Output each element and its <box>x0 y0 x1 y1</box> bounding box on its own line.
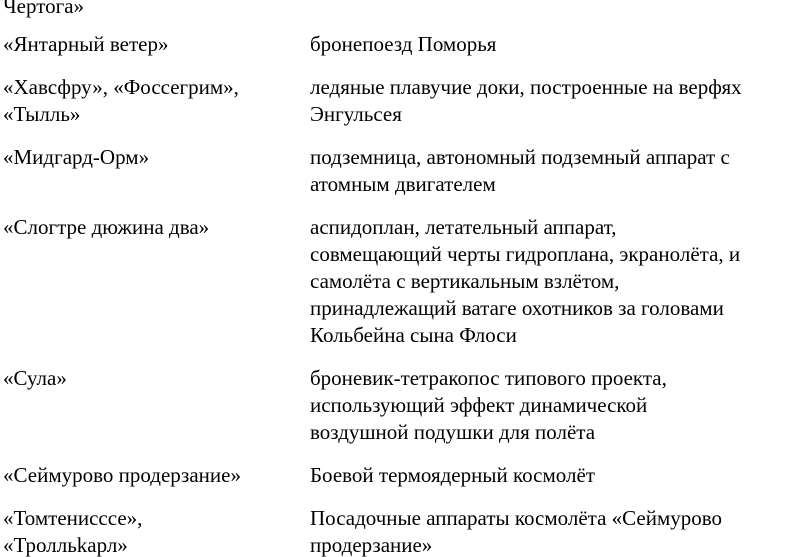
vehicle-description-line: броневик-тетракопос типового проекта, <box>310 366 667 390</box>
vehicle-description-line: Энгульсея <box>310 102 402 126</box>
vehicle-name-line: «Сула» <box>3 366 67 390</box>
top-fragment-text: Чертога» <box>3 0 85 18</box>
vehicle-description-line: ледяные плавучие доки, построенные на верфях <box>310 75 742 99</box>
vehicle-description-line: совмещающий черты гидроплана, экранолёта, и <box>310 242 741 266</box>
vehicle-description-line: атомным двигателем <box>310 172 496 196</box>
vehicle-description-line: принадлежащий ватаге охотников за головами <box>310 296 724 320</box>
vehicle-description-line: самолёта с вертикальным взлётом, <box>310 269 620 293</box>
vehicle-description-line: бронепоезд Поморья <box>310 32 497 56</box>
vehicle-description-line: подземница, автономный подземный аппарат с <box>310 145 730 169</box>
vehicle-name-line: «Слогтре дюжина два» <box>3 215 210 239</box>
vehicle-name-line: «Сеймурово продерзание» <box>3 463 241 487</box>
vehicle-description-line: Посадочные аппараты космолёта «Сеймурово <box>310 506 723 530</box>
vehicle-name-line: «Мидгард-Орм» <box>3 145 150 169</box>
vehicle-name-line: «Томтенисссе», <box>3 506 143 530</box>
vehicle-name-line: «Тролльkарл» <box>3 533 128 557</box>
vehicle-name-line: «Тылль» <box>3 102 81 126</box>
vehicle-name-line: «Янтарный ветер» <box>3 32 169 56</box>
vehicle-description-line: использующий эффект динамической <box>310 393 648 417</box>
vehicle-description-line: Кольбейна сына Флоси <box>310 323 517 347</box>
vehicle-description-line: воздушной подушки для полёта <box>310 420 596 444</box>
vehicle-description-line: аспидоплан, летательный аппарат, <box>310 215 617 239</box>
vehicle-name-line: «Хавсфру», «Фоссегрим», <box>3 75 239 99</box>
vehicle-description-line: Боевой термоядерный космолёт <box>310 463 595 487</box>
vehicle-description-line: продерзание» <box>310 533 433 557</box>
